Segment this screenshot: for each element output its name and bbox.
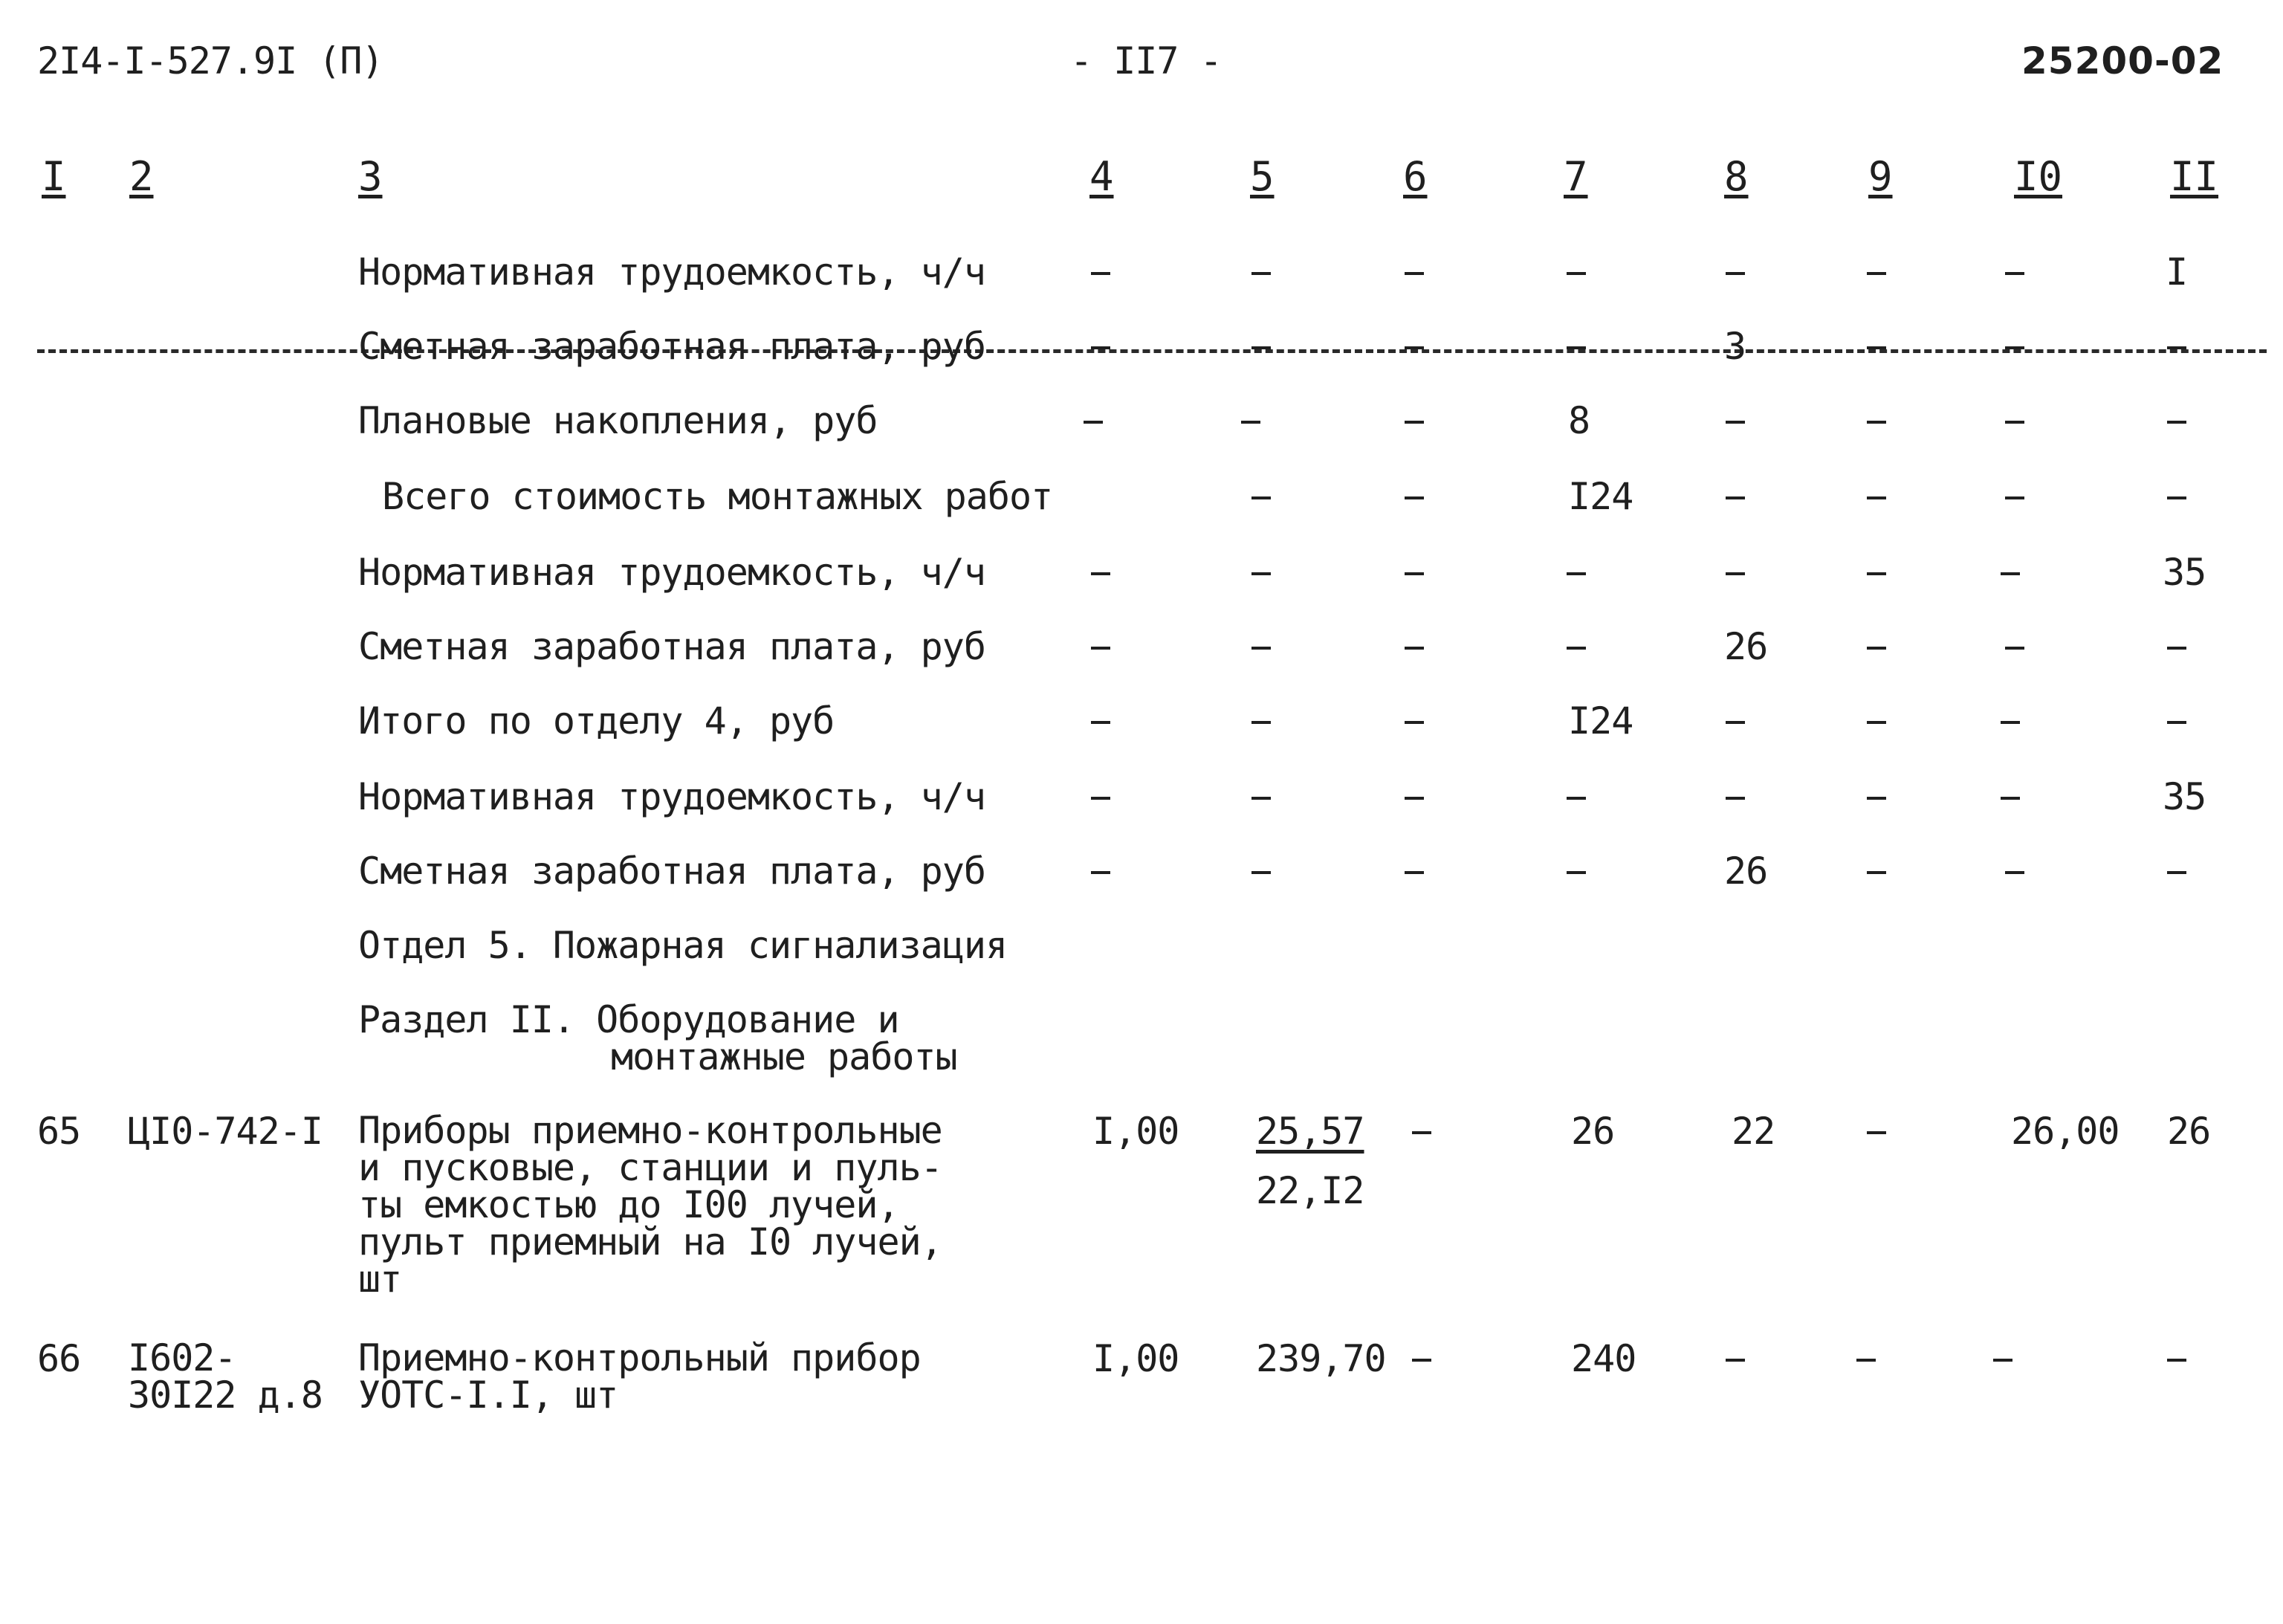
item-quantity: I,00 (1092, 1337, 1179, 1380)
item-price: 239,70 (1256, 1337, 1386, 1380)
column-number-1: I (39, 155, 69, 199)
cell-value: 26 (1724, 625, 1768, 668)
section-title-line1: Раздел II. Оборудование и (358, 998, 899, 1041)
column-number-6: 6 (1400, 155, 1431, 199)
cell-value: 26 (1571, 1110, 1615, 1153)
summary-label: Плановые накопления, руб (358, 399, 878, 442)
summary-label: Сметная заработная плата, руб (358, 325, 985, 368)
item-name: Приемно-контрольный прибор УОТС-I.I, шт (358, 1336, 921, 1417)
page-number: - II7 - (1070, 39, 1222, 83)
cell-value: 35 (2163, 551, 2206, 594)
column-number-5: 5 (1247, 155, 1277, 199)
item-number: 66 (37, 1337, 81, 1380)
cell-value: 26,00 (2011, 1110, 2120, 1153)
cell-value: 35 (2163, 775, 2206, 818)
cell-value: 3 (1724, 325, 1746, 368)
document-code: 2I4-I-527.9I (П) (37, 39, 383, 83)
column-number-row (0, 155, 2283, 207)
summary-label: Нормативная трудоемкость, ч/ч (358, 551, 985, 594)
column-number-9: 9 (1865, 155, 1896, 199)
column-number-11: II (2167, 155, 2221, 199)
column-number-8: 8 (1721, 155, 1752, 199)
column-number-2: 2 (126, 155, 157, 199)
cell-value: 26 (2167, 1110, 2211, 1153)
cell-value: I24 (1568, 475, 1633, 518)
item-number: 65 (37, 1110, 81, 1153)
sheet-stamp: 25200-02 (2021, 39, 2224, 83)
item-quantity: I,00 (1092, 1110, 1179, 1153)
cell-value: 240 (1571, 1337, 1636, 1380)
cell-value: I24 (1568, 699, 1633, 743)
cell-value: I (2166, 250, 2188, 294)
item-code: I602- 30I22 д.8 (128, 1336, 323, 1417)
cell-value: 26 (1724, 850, 1768, 893)
department-title: Отдел 5. Пожарная сигнализация (358, 924, 1008, 967)
item-price-top: 25,57 (1256, 1110, 1364, 1153)
summary-label: Сметная заработная плата, руб (358, 850, 985, 893)
cell-value: 8 (1568, 399, 1590, 442)
summary-label: Итого по отделу 4, руб (358, 699, 835, 743)
column-number-10: I0 (2011, 155, 2065, 199)
summary-label: Сметная заработная плата, руб (358, 625, 985, 668)
item-code: ЦI0-742-I (128, 1110, 323, 1153)
item-price-bottom: 22,I2 (1256, 1169, 1364, 1212)
summary-label: Всего стоимость монтажных работ (382, 475, 1053, 518)
column-number-3: 3 (355, 155, 386, 199)
column-number-4: 4 (1087, 155, 1117, 199)
cell-value: 22 (1732, 1110, 1775, 1153)
summary-label: Нормативная трудоемкость, ч/ч (358, 250, 985, 294)
section-title-line2: монтажные работы (611, 1035, 957, 1078)
item-name: Приборы приемно-контрольные и пусковые, станции и пуль- ты емкостью до I00 лучей, пульт приемный на I0 лучей, шт (358, 1109, 942, 1301)
column-number-7: 7 (1561, 155, 1591, 199)
summary-label: Нормативная трудоемкость, ч/ч (358, 775, 985, 818)
